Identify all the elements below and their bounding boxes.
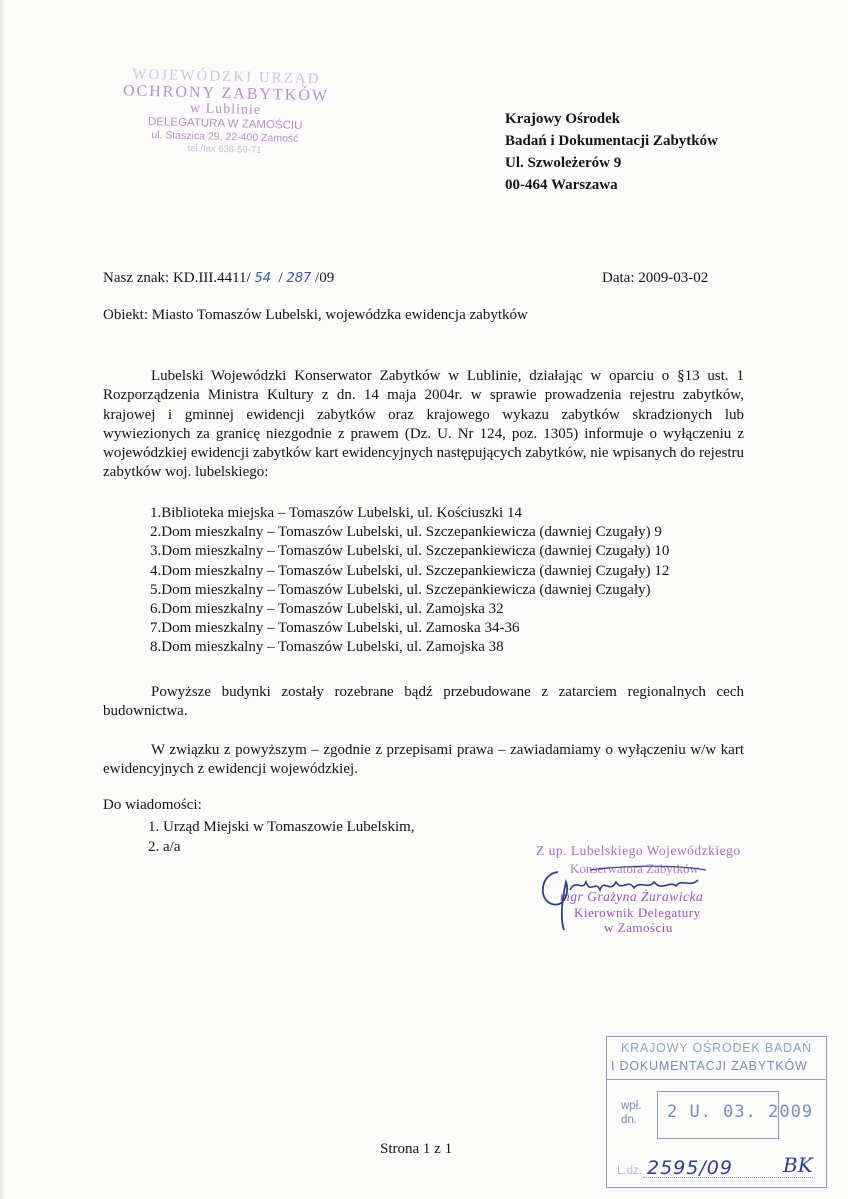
receipt-initials: BK	[783, 1153, 813, 1177]
receipt-date-value: 2 U. 03. 2009	[667, 1102, 814, 1122]
list-item: 8.Dom mieszkalny – Tomaszów Lubelski, ul. Zamojska 38	[150, 639, 504, 656]
reference-suffix: /09	[315, 270, 335, 286]
reference-handwritten-2: 287	[286, 271, 312, 286]
cc-list	[148, 817, 415, 857]
office-stamp-line-2: OCHRONY ZABYTKÓW	[122, 82, 330, 105]
receipt-stamp-divider	[607, 1079, 826, 1080]
body-paragraph-2	[103, 683, 744, 722]
dn-label: dn.	[621, 1114, 637, 1126]
scan-edge	[0, 0, 6, 1199]
list-item: 7.Dom mieszkalny – Tomaszów Lubelski, ul. Zamoska 34-36	[150, 620, 520, 637]
receipt-stamp	[606, 1036, 827, 1188]
list-item: 3.Dom mieszkalny – Tomaszów Lubelski, ul. Szczepankiewicza (dawniej Czugały) 10	[150, 543, 670, 560]
signature-stamp-line-2: Konserwatora Zabytków	[570, 861, 699, 876]
list-item: 5.Dom mieszkalny – Tomaszów Lubelski, ul. Szczepankiewicza (dawniej Czugały)	[150, 581, 651, 598]
cc-label: Do wiadomości:	[103, 797, 202, 813]
letter-date: Data: 2009-03-02	[602, 270, 709, 286]
recipient-line-1: Krajowy Ośrodek	[505, 111, 621, 127]
monument-list	[150, 504, 669, 658]
receipt-stamp-line-1: KRAJOWY OŚRODEK BADAŃ	[621, 1041, 812, 1055]
signature-stamp-line-1: Z up. Lubelskiego Wojewódzkiego	[536, 843, 741, 858]
reference-handwritten-1: 54	[254, 271, 272, 286]
office-stamp	[107, 67, 344, 158]
paragraph-1-text: Lubelski Wojewódzki Konserwator Zabytków w Lublinie, działając w oparciu o §13 ust. 1 Rozporządzenia Ministra Kultury z dn. 14 maja 2004r. w sprawie prowadzenia rejestru zabytków, krajowej i gminnej ewidencji zabytków oraz krajowego wykazu zabytków skradzionych lub wywiezionych za granicę niezgodnie z prawem (Dz. U. Nr 124, poz. 1305) informuje o wyłączeniu z wojewódzkiej ewidencji zabytków kart ewidencyjnych następujących zabytków, nie wpisanych do rejestru zabytków woj. lubelskiego:	[103, 368, 744, 481]
signature-stamp-line-3: mgr Grażyna Żurawicka	[560, 889, 704, 904]
ldz-value: 2595/09	[647, 1157, 733, 1179]
reference-prefix: Nasz znak: KD.III.4411/	[103, 270, 251, 286]
recipient-line-4: 00-464 Warszawa	[505, 177, 618, 193]
signature-stamp-line-5: w Zamościu	[604, 920, 673, 935]
list-item: 1.Biblioteka miejska – Tomaszów Lubelski, ul. Kościuszki 14	[150, 505, 522, 521]
reference-number	[103, 270, 334, 287]
reference-separator: /	[278, 270, 283, 286]
body-paragraph-3	[103, 741, 744, 780]
body-paragraph-1	[103, 367, 744, 483]
office-stamp-line-4: DELEGATURA W ZAMOŚCIU	[147, 115, 303, 133]
office-stamp-line-1: WOJEWÓDZKI URZĄD	[132, 66, 321, 88]
cc-item: 1. Urząd Miejski w Tomaszowie Lubelskim,	[148, 819, 415, 835]
wpl-label: wpł.	[621, 1100, 642, 1112]
recipient-address	[505, 108, 718, 196]
handwritten-signature	[530, 852, 730, 932]
subject-line: Obiekt: Miasto Tomaszów Lubelski, wojewódzka ewidencja zabytków	[103, 307, 528, 323]
recipient-line-3: Ul. Szwoleżerów 9	[505, 155, 622, 171]
list-item: 4.Dom mieszkalny – Tomaszów Lubelski, ul. Szczepankiewicza (dawniej Czugały) 12	[150, 562, 670, 579]
list-item: 2.Dom mieszkalny – Tomaszów Lubelski, ul. Szczepankiewicza (dawniej Czugały) 9	[150, 524, 662, 541]
cc-item: 2. a/a	[148, 839, 181, 855]
page-footer: Strona 1 z 1	[380, 1141, 453, 1157]
receipt-stamp-line-2: I DOKUMENTACJI ZABYTKÓW	[611, 1059, 808, 1073]
signature-stamp-line-4: Kierownik Delegatury	[574, 905, 701, 920]
list-item: 6.Dom mieszkalny – Tomaszów Lubelski, ul. Zamojska 32	[150, 601, 504, 618]
office-stamp-line-5: ul. Staszica 29, 22-400 Zamość	[151, 129, 299, 145]
office-stamp-line-3: w Lublinie	[189, 101, 262, 118]
paragraph-3-text: W związku z powyższym – zgodnie z przepisami prawa – zawiadamiamy o wyłączeniu w/w kart ewidencyjnych z ewidencji wojewódzkiej.	[103, 742, 744, 778]
recipient-line-2: Badań i Dokumentacji Zabytków	[505, 133, 718, 149]
ldz-label: L.dz.	[617, 1165, 642, 1177]
paragraph-2-text: Powyższe budynki zostały rozebrane bądź przebudowane z zatarciem regionalnych cech budownictwa.	[103, 684, 744, 720]
receipt-received-label	[621, 1099, 641, 1127]
office-stamp-line-6: tel./fax 638-59-71	[187, 143, 262, 156]
